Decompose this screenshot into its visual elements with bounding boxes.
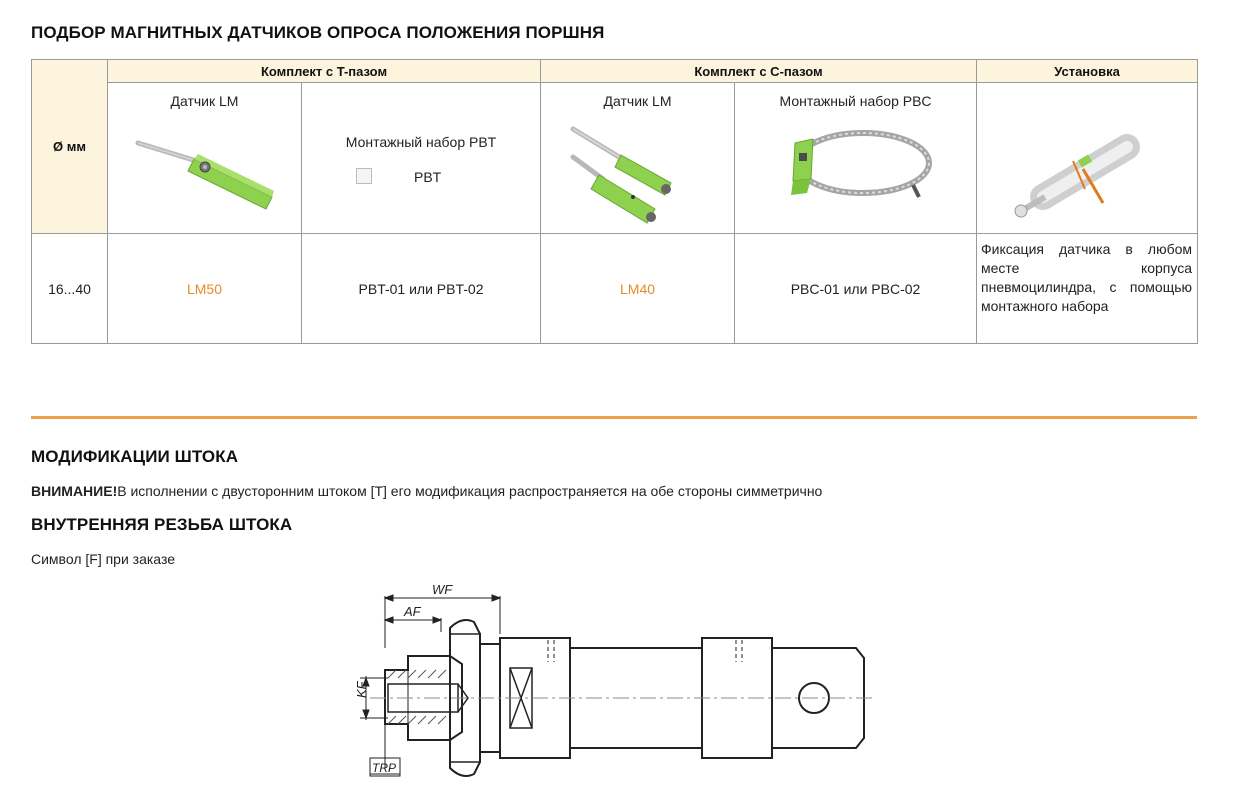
- link-lm50[interactable]: LM50: [108, 234, 302, 344]
- cell-installation-image: [977, 83, 1198, 234]
- pbt-alt-text: PBT: [414, 169, 442, 185]
- section-title-sensors: ПОДБОР МАГНИТНЫХ ДАТЧИКОВ ОПРОСА ПОЛОЖЕНИЯ ПОРШНЯ: [31, 23, 605, 42]
- sensor-t-image: [108, 119, 301, 229]
- warning-text: В исполнении с двусторонним штоком [T] его модификация распространяется на обе стороны симметрично: [117, 483, 823, 499]
- header-diameter: Ø мм: [32, 60, 108, 234]
- cell-pbt-value: PBT-01 или PBT-02: [302, 234, 541, 344]
- caption-mount-pbt: Монтажный набор PBT: [345, 134, 497, 150]
- cell-sensor-lm-c: [541, 83, 735, 234]
- sensor-selection-table: [31, 59, 1198, 344]
- warning-label: ВНИМАНИЕ!: [31, 483, 118, 499]
- caption-sensor-lm-t: Датчик LM: [170, 93, 239, 109]
- sensor-c-image: [541, 119, 734, 229]
- header-installation: Установка: [977, 60, 1198, 83]
- header-t-slot-kit: Комплект с T-пазом: [108, 60, 541, 83]
- label-trp: TRP: [372, 761, 396, 775]
- cell-mount-pbc: [735, 83, 977, 234]
- cell-mount-pbt: [302, 83, 541, 234]
- cell-diameter-value: 16...40: [32, 234, 108, 344]
- section-title-internal-thread: ВНУТРЕННЯЯ РЕЗЬБА ШТОКА: [31, 515, 293, 534]
- caption-mount-pbc: Монтажный набор PBC: [779, 93, 932, 109]
- order-symbol-text: Символ [F] при заказе: [31, 551, 175, 567]
- warning-paragraph: [31, 483, 822, 499]
- cylinder-install-image: [977, 119, 1197, 229]
- header-c-slot-kit: Комплект с C-пазом: [541, 60, 977, 83]
- cell-installation-note: Фиксация датчика в любом месте корпуса пневмоцилиндра, с помощью монтажного набора: [977, 234, 1198, 344]
- label-wf: WF: [432, 582, 453, 597]
- pbc-clamp-image: [735, 119, 976, 229]
- caption-sensor-lm-c: Датчик LM: [603, 93, 672, 109]
- rod-drawing: [340, 578, 880, 784]
- pbt-image-placeholder: [356, 168, 441, 185]
- label-kf: KF: [354, 681, 369, 698]
- broken-image-icon: [356, 168, 372, 184]
- label-af: AF: [404, 604, 421, 619]
- cell-pbc-value: PBC-01 или PBC-02: [735, 234, 977, 344]
- section-divider: [31, 416, 1197, 419]
- cell-sensor-lm-t: [108, 83, 302, 234]
- section-title-rod-mods: МОДИФИКАЦИИ ШТОКА: [31, 447, 239, 466]
- link-lm40[interactable]: LM40: [541, 234, 735, 344]
